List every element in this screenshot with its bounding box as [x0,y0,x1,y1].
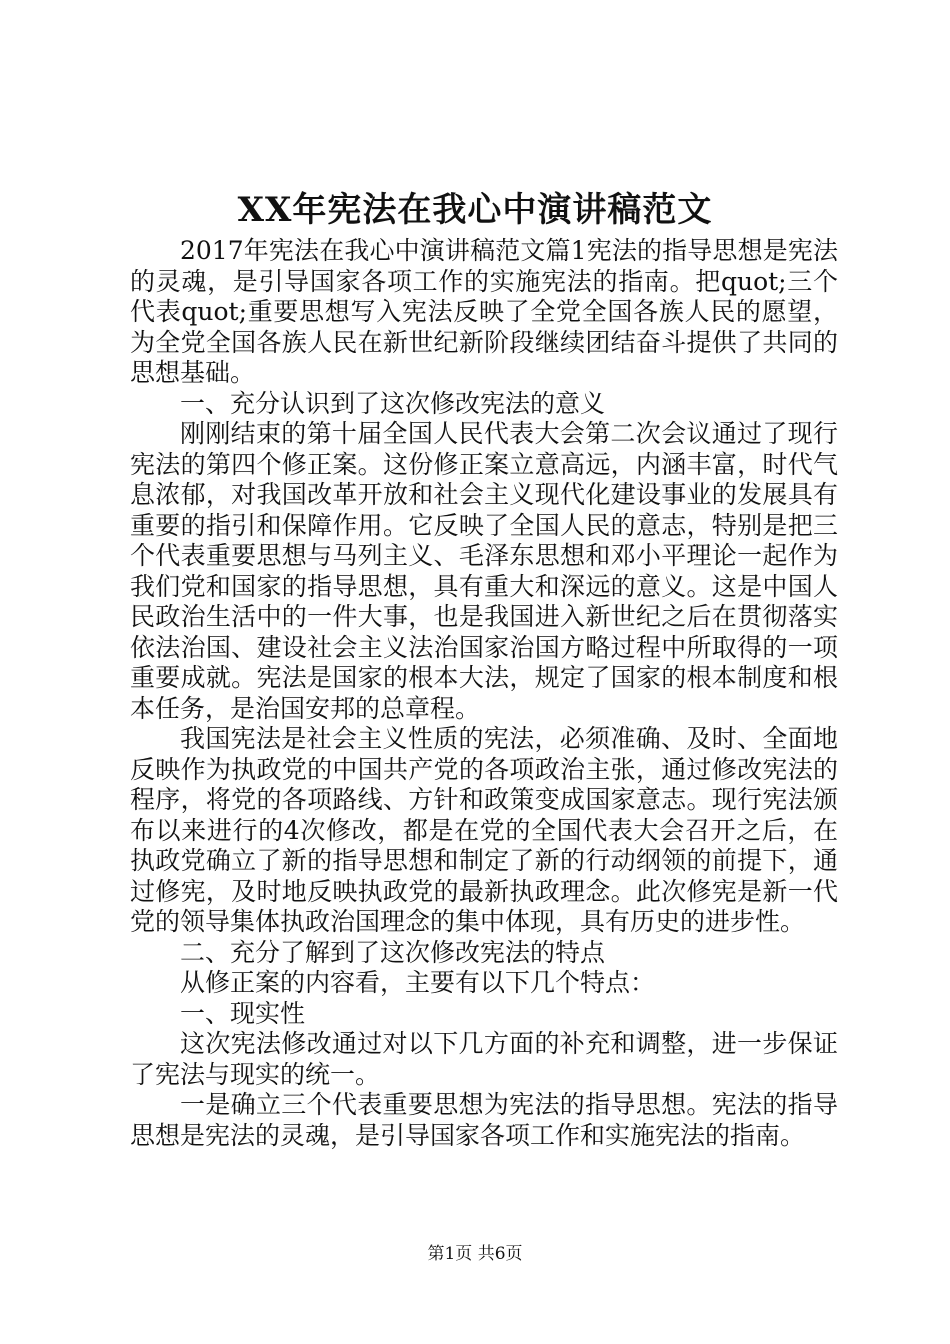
paragraph-2: 刚刚结束的第十届全国人民代表大会第二次会议通过了现行宪法的第四个修正案。这份修正案立意高远，内涵丰富，时代气息浓郁，对我国改革开放和社会主义现代化建设事业的发展具有重要的指引和保障作用。它反映了全国人民的意志，特别是把三个代表重要思想与马列主义、毛泽东思想和邓小平理论一起作为我们党和国家的指导思想，具有重大和深远的意义。这是中国人民政治生活中的一件大事，也是我国进入新世纪之后在贯彻落实依法治国、建设社会主义法治国家治国方略过程中所取得的一项重要成就。宪法是国家的根本大法，规定了国家的根本制度和根本任务，是治国安邦的总章程。 [130,419,838,723]
paragraph-4: 从修正案的内容看，主要有以下几个特点： [180,968,656,997]
section-heading-1: 一、充分认识到了这次修改宪法的意义 [180,388,606,418]
paragraph-5: 这次宪法修改通过对以下几方面的补充和调整，进一步保证了宪法与现实的统一。 [130,1029,838,1089]
paragraph-3: 我国宪法是社会主义性质的宪法，必须准确、及时、全面地反映作为执政党的中国共产党的各项政治主张，通过修改宪法的程序，将党的各项路线、方针和政策变成国家意志。现行宪法颁布以来进行的4次修改，都是在党的全国代表大会召开之后，在执政党确立了新的指导思想和制定了新的行动纲领的前提下，通过修宪，及时地反映执政党的最新执政理念。此次修宪是新一代党的领导集体执政治国理念的集中体现，具有历史的进步性。 [130,724,838,936]
document-body [130,236,838,1151]
paragraph-6: 一是确立三个代表重要思想为宪法的指导思想。宪法的指导思想是宪法的灵魂，是引导国家各项工作和实施宪法的指南。 [130,1090,838,1150]
paragraph-1: 2017年宪法在我心中演讲稿范文篇1宪法的指导思想是宪法的灵魂，是引导国家各项工作的实施宪法的指南。把quot;三个代表quot;重要思想写入宪法反映了全党全国各族人民的愿望，为全党全国各族人民在新世纪新阶段继续团结奋斗提供了共同的思想基础。 [130,236,838,387]
subsection-heading-1: 一、现实性 [180,998,306,1028]
page-footer: 第1页 共6页 [427,1244,523,1264]
document-title: XX年宪法在我心中演讲稿范文 [237,190,713,230]
section-heading-2: 二、充分了解到了这次修改宪法的特点 [180,937,606,967]
